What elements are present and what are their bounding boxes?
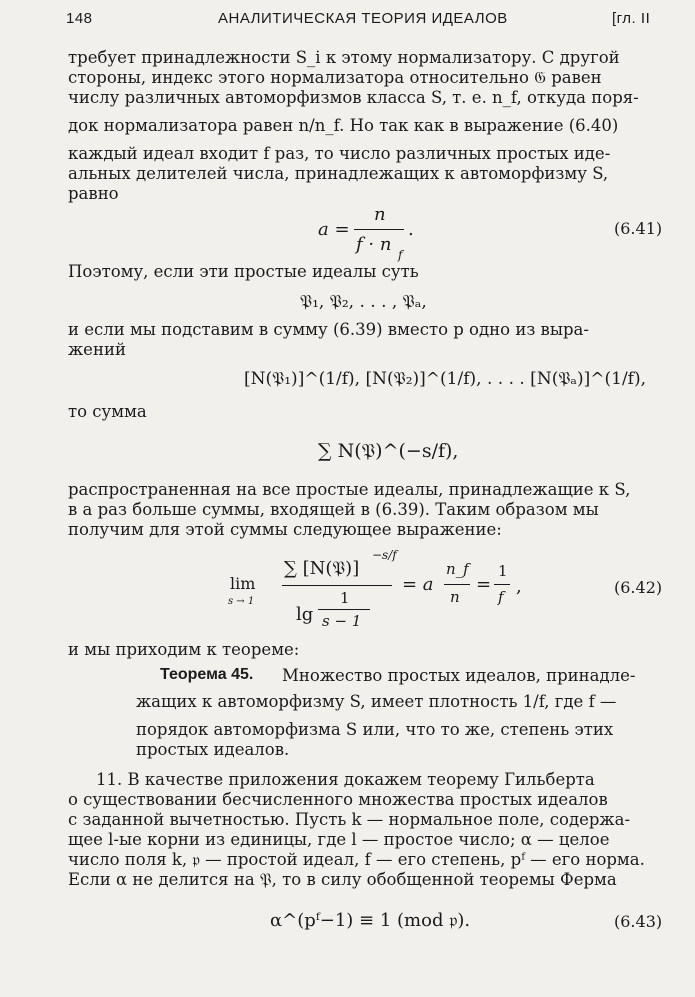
text-line: Если α не делится на 𝔓, то в силу обобщенной теоремы Ферма — [68, 870, 617, 889]
text-line: распространенная на все простые идеалы, принадлежащие к S, — [68, 480, 631, 499]
eq-denominator-lg: lg — [296, 604, 314, 625]
eq-denominator: f · n — [356, 234, 392, 255]
eq-expression: α^(pᶠ−1) ≡ 1 (mod 𝔭). — [270, 910, 471, 931]
eq-rhs-frac-den: n — [450, 588, 460, 606]
eq-numerator: n — [374, 204, 386, 225]
theorem-line: Множество простых идеалов, принадле- — [282, 666, 636, 685]
eq-rhs-frac-num: n_f — [446, 560, 469, 578]
eq-denominator-frac-den: s − 1 — [322, 612, 362, 630]
equation-number: (6.42) — [614, 578, 663, 597]
chapter-label: [гл. II — [612, 10, 651, 27]
running-title: АНАЛИТИЧЕСКАЯ ТЕОРИЯ ИДЕАЛОВ — [218, 10, 508, 27]
text-line: равно — [68, 184, 119, 203]
eq-rhs-a: = a — [402, 574, 434, 595]
eq-denominator-frac-num: 1 — [340, 589, 350, 607]
eq-tail: , — [516, 576, 522, 597]
text-line: стороны, индекс этого нормализатора относительно 𝔊 равен — [68, 68, 602, 87]
eq-numerator-sum: ∑ [N(𝔓)] — [284, 558, 360, 579]
fraction-bar — [354, 229, 404, 230]
theorem-line: простых идеалов. — [136, 740, 290, 759]
text-line: в a раз больше суммы, входящей в (6.39). Таким образом мы — [68, 500, 599, 519]
eq-rhs-last-den: f — [498, 588, 504, 606]
text-line: Поэтому, если эти простые идеалы суть — [68, 262, 419, 281]
theorem-line: порядок автоморфизма S или, что то же, степень этих — [136, 720, 614, 739]
text-line: док нормализатора равен n/n_f. Но так как в выражение (6.40) — [68, 116, 619, 135]
text-line: получим для этой суммы следующее выражение: — [68, 520, 502, 539]
norm-expressions-list: [N(𝔓₁)]^(1/f), [N(𝔓₂)]^(1/f), . . . . [N(𝔓ₐ)]^(1/f), — [244, 369, 646, 389]
theorem-line: жащих к автоморфизму S, имеет плотность 1/f, где f — — [136, 692, 617, 711]
text-line: и если мы подставим в сумму (6.39) вместо p одно из выра- — [68, 320, 589, 339]
eq-lhs: a = — [318, 219, 350, 240]
eq-rhs-last-num: 1 — [498, 562, 508, 580]
text-line: щее l-ые корни из единицы, где l — простое число; α — целое — [68, 830, 610, 849]
text-line: число поля k, 𝔭 — простой идеал, f — его степень, pᶠ — его норма. — [68, 850, 645, 869]
ideals-list: 𝔓₁, 𝔓₂, . . . , 𝔓ₐ, — [300, 292, 427, 312]
eq-tail: . — [408, 219, 414, 240]
limit-subscript: s → 1 — [228, 596, 255, 607]
fraction-bar — [318, 609, 370, 610]
text-line: и мы приходим к теореме: — [68, 640, 300, 659]
text-line: требует принадлежности S_i к этому нормализатору. С другой — [68, 48, 620, 67]
fraction-bar — [494, 584, 510, 585]
theorem-label: Теорема 45. — [160, 666, 254, 683]
text-line: числу различных автоморфизмов класса S, т. е. n_f, откуда поря- — [68, 88, 639, 107]
eq-rhs-equals: = — [476, 574, 492, 595]
equation-number: (6.41) — [614, 219, 663, 238]
sum-expression: ∑ N(𝔓)^(−s/f), — [318, 440, 459, 462]
text-line: с заданной вычетностью. Пусть k — нормальное поле, содержа- — [68, 810, 631, 829]
text-line: жений — [68, 340, 126, 359]
text-line: альных делителей числа, принадлежащих к автоморфизму S, — [68, 164, 609, 183]
text-line: каждый идеал входит f раз, то число различных простых иде- — [68, 144, 611, 163]
eq-denominator-subscript: f — [398, 248, 403, 262]
eq-numerator-exponent: −s/f — [372, 548, 397, 562]
text-line: то сумма — [68, 402, 147, 421]
equation-number: (6.43) — [614, 912, 663, 931]
section-line: 11. В качестве приложения докажем теорему Гильберта — [96, 770, 595, 789]
fraction-bar — [282, 585, 392, 586]
page-number: 148 — [66, 10, 93, 27]
text-line: о существовании бесчисленного множества простых идеалов — [68, 790, 608, 809]
fraction-bar — [444, 584, 470, 585]
limit-operator: lim — [230, 574, 256, 593]
